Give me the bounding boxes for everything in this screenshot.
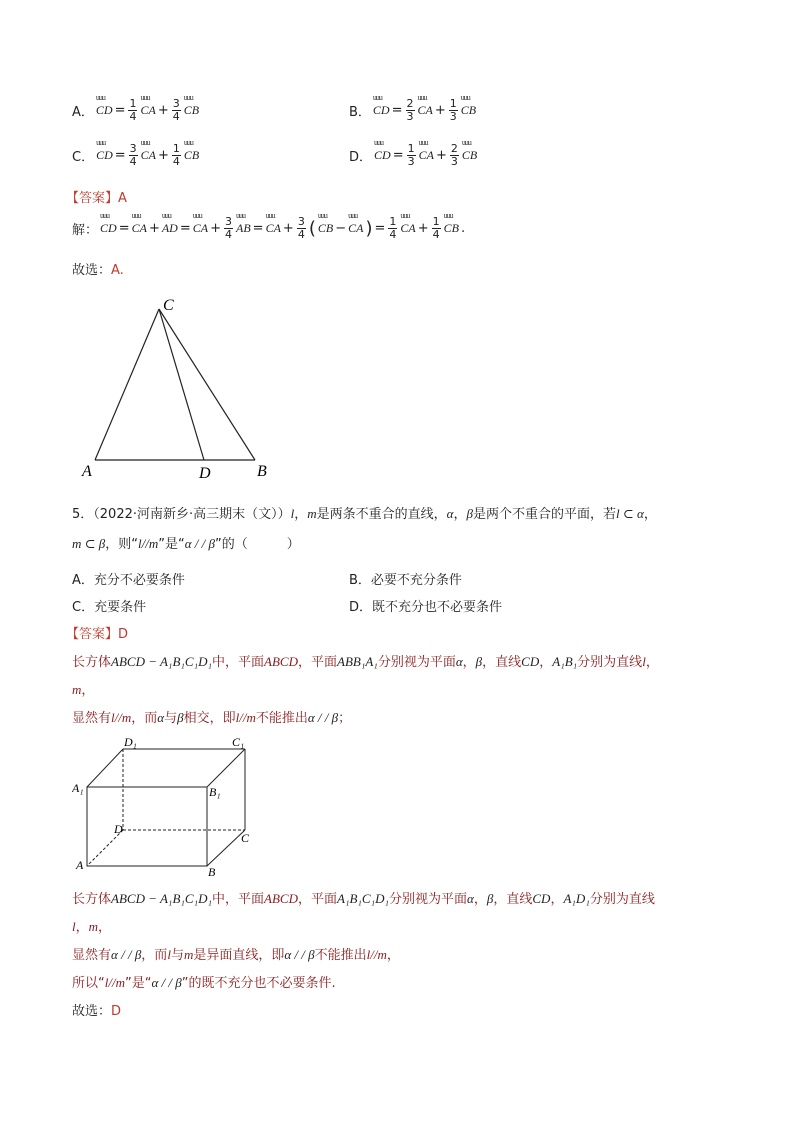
sol-text: 所以“ [72,976,105,991]
fraction-denominator: 4 [297,228,305,241]
sol-text: ，平面 [297,892,337,907]
label-b: B [208,865,216,876]
sol-text: 分别为直线 [577,655,643,670]
equals-sign: = [374,221,386,236]
fraction-numerator: 1 [407,142,415,155]
q5-line2 [72,533,300,552]
var-beta: β [475,654,483,669]
choose-value: A. [111,263,124,278]
q5-option-c: C．充要条件 [72,600,147,615]
solution-prefix: 解： [72,223,99,238]
comma: ， [386,948,400,963]
q5-sol-p5 [72,972,336,991]
comma: ， [81,683,95,698]
fraction [297,216,306,241]
option-c [72,143,199,168]
segment-cd [159,309,204,460]
label-c1: C₁ [232,736,245,749]
comma: ， [473,892,487,907]
vector-cb: uuu CB [462,148,477,163]
comma: ， [645,655,659,670]
expr-alpha-parallel-beta: α / / β [111,947,142,962]
expr-l-parallel-m: l//m [138,536,159,551]
fraction [450,143,459,168]
plus-sign: + [148,221,160,236]
var-beta: β [486,891,494,906]
var-m: m [307,506,317,521]
comma: ， [550,892,564,907]
expr-cd: CD [532,891,551,906]
q5-sol-p2 [72,707,351,726]
expr-a1b1: A₁B₁ [552,654,578,669]
expr-cuboid: ABCD − A₁B₁C₁D₁ [111,891,213,906]
comma: ， [462,655,476,670]
fraction-numerator: 2 [450,142,458,155]
plus-sign: + [435,148,447,163]
vector-cd: uuu CD [96,103,113,118]
var-alpha: α [467,891,474,906]
fraction-denominator: 4 [129,155,137,168]
var-alpha: α [157,710,165,725]
front-face [87,787,207,866]
vector-cb: uuu CB [444,221,459,236]
fraction [432,216,441,241]
q4-choose [72,259,124,278]
equals-sign: = [114,148,126,163]
sol-text: ”是“ [124,976,152,991]
label-a: A [82,463,92,480]
sol-text: 显然有 [72,948,112,963]
choose-value: D [111,1004,122,1019]
plus-sign: + [210,221,221,236]
plus-sign: + [158,148,169,163]
triangle-figure [80,292,280,484]
fraction [129,143,138,168]
sol-text: 相交，即 [183,711,236,726]
fraction [388,216,397,241]
sol-text: 与 [170,948,184,963]
choose-prefix: 故选： [72,263,112,278]
vector-cb: uuu CB [184,103,199,118]
var-alpha: α [446,506,454,521]
label-b1: B₁ [209,785,221,799]
sol-text: 与 [164,711,178,726]
q5-sol-p4 [72,944,400,963]
expr-l-parallel-m: l//m [235,710,256,725]
sol-text: ，而 [141,948,168,963]
expr-l-parallel-m: l//m [366,947,387,962]
vector-cd: uuu CD [374,148,391,163]
expr-a1b1c1d1: A₁B₁C₁D₁ [337,891,390,906]
var-alpha: α [455,654,463,669]
var-l: l [642,654,646,669]
plus-sign: + [434,103,446,118]
fraction-denominator: 4 [389,228,397,241]
vector-ca: uuu CA [400,221,415,236]
sol-text: 分别为直线 [589,892,655,907]
sol-text: ，而 [131,711,158,726]
fraction-numerator: 1 [172,142,180,155]
sol-text: 不能推出 [314,948,367,963]
fraction [449,98,458,123]
expr-l-parallel-m: l//m [111,710,132,725]
fraction [224,216,233,241]
sol-text: 显然有 [72,711,112,726]
fraction [128,98,137,123]
vector-ab: uuu AB [236,221,251,236]
var-m: m [183,947,194,962]
fraction-numerator: 3 [129,142,137,155]
fraction-denominator: 3 [406,110,414,123]
vector-ca: uuu CA [266,221,281,236]
expr-alpha-parallel-beta: α / / β [307,710,339,725]
equals-sign: = [252,221,264,236]
fraction-denominator: 4 [172,155,180,168]
vector-cd: uuu CD [96,148,113,163]
sol-text: 不能推出 [255,711,308,726]
fraction-numerator: 1 [449,97,457,110]
segment-ca [95,309,159,460]
q5-option-d: D．既不充分也不必要条件 [349,600,503,615]
edge-bc [207,830,245,866]
fraction-denominator: 3 [449,110,457,123]
sol-text: 是异面直线，即 [193,948,285,963]
fraction-numerator: 1 [432,215,440,228]
label-b: B [257,463,267,480]
q5-text: ，则“ [105,537,139,552]
expr-a1d1: A₁D₁ [563,891,590,906]
q5-line1 [72,503,742,522]
comma: ， [539,655,553,670]
sol-text: ，直线 [482,655,522,670]
equals-sign: = [392,148,404,163]
answer-value: D [118,627,129,642]
vector-cd: uuu CD [373,103,390,118]
equals-sign: = [179,221,191,236]
semicolon: ； [338,711,352,726]
fraction-denominator: 4 [172,110,180,123]
label-d1: D₁ [124,736,137,749]
sol-text: 中，平面 [212,892,265,907]
sol-text: ，直线 [493,892,533,907]
var-m: m [72,682,82,697]
sol-text: ，平面 [297,655,337,670]
label-d: D [199,465,211,482]
sol-text: 长方体 [72,892,112,907]
equals-sign: = [391,103,403,118]
comma: ， [75,920,89,935]
q5-sol-p3 [72,888,655,907]
q4-solution [72,216,465,241]
q5-answer [66,623,128,642]
sol-text: 中，平面 [212,655,265,670]
fraction [407,143,416,168]
vector-ca: uuu CA [140,103,155,118]
period: . [460,221,466,236]
vector-ad: uuu AD [162,221,178,236]
expr-abb1a1: ABB₁A₁ [337,654,378,669]
expr-cd: CD [521,654,540,669]
q5-choose [72,1000,121,1019]
cuboid-figure [72,736,262,876]
fraction-numerator: 3 [172,97,180,110]
expr-alpha-parallel-beta: α / / β [284,947,315,962]
q5-sol-p3-cont [72,916,111,935]
choose-prefix: 故选： [72,1004,112,1019]
q5-option-b: B．必要不充分条件 [349,573,462,588]
var-l: l [167,947,171,962]
edge-a1d1 [87,749,123,787]
vector-cb: uuu CB [184,148,199,163]
vector-ca: uuu CA [132,221,147,236]
vector-ca: uuu CA [141,148,156,163]
sol-text: 分别视为平面 [377,655,456,670]
label-a: A [76,858,84,872]
segment-cb [159,309,255,460]
option-d [349,143,477,168]
option-a [72,98,199,123]
comma: ， [453,507,467,522]
label-c: C [241,831,250,845]
var-l: l [290,506,295,521]
plus-sign: + [157,103,169,118]
q5-text: 是两条不重合的直线， [316,507,447,522]
q4-answer [66,187,127,206]
q5-sol-p1-cont [72,679,94,698]
var-m: m [88,919,99,934]
option-d-label: D． [349,150,373,165]
fraction [172,98,181,123]
label-c: C [163,297,174,314]
expr-alpha-parallel-beta: α / / β [184,536,216,551]
fraction-denominator: 4 [432,228,440,241]
fraction-numerator: 1 [389,215,397,228]
vector-ca: uuu CA [418,103,433,118]
q5-option-a: A．充分不必要条件 [72,573,185,588]
option-b [349,98,476,123]
vector-ca: uuu CA [348,221,363,236]
label-d: D [114,822,123,836]
sol-text: 长方体 [72,655,112,670]
fraction-denominator: 4 [225,228,232,241]
minus-sign: − [335,221,347,236]
label-a1: A₁ [72,781,84,795]
expr-l-parallel-m: l//m [104,975,125,990]
vector-ca: uuu CA [419,148,434,163]
plus-sign: + [417,221,429,236]
var-l: l [72,919,76,934]
sol-text: 分别视为平面 [389,892,468,907]
vector-cb: uuu CB [318,221,333,236]
fraction-numerator: 3 [225,215,232,228]
q5-text: 是两个不重合的平面，若 [473,507,617,522]
fraction [172,143,181,168]
comma: ， [98,920,112,935]
q5-header: 5．（2022·河南新乡·高三期末（文）） [72,507,291,522]
option-a-label: A． [72,105,94,120]
equals-sign: = [118,221,130,236]
fraction-numerator: 3 [297,215,305,228]
plus-sign: + [282,221,294,236]
expr-abcd: ABCD [264,654,298,669]
option-b-label: B． [349,105,371,120]
sol-text: ”的既不充分也不必要条件. [181,976,336,991]
answer-bracket: 【答案】 [66,191,119,206]
fraction-numerator: 2 [406,97,414,110]
expr-alpha-parallel-beta: α / / β [151,975,182,990]
answer-bracket: 【答案】 [66,627,119,642]
edge-b1c1 [207,749,245,787]
fraction [406,98,415,123]
fraction-numerator: 1 [129,97,137,110]
equals-sign: = [114,103,126,118]
q5-sol-p1 [72,651,659,670]
answer-value: A [118,191,127,206]
expr-l-in-alpha: l ⊂ α [616,506,644,521]
q5-text: ”是“ [158,537,185,552]
option-c-label: C． [72,150,95,165]
expr-cuboid: ABCD − A₁B₁C₁D₁ [111,654,213,669]
fraction-denominator: 4 [129,110,137,123]
fraction-denominator: 3 [450,155,458,168]
var-beta: β [466,506,473,521]
left-paren: ( [308,218,316,239]
comma: ， [294,507,308,522]
vector-cb: uuu CB [461,103,476,118]
vector-cd: uuu CD [100,221,117,236]
right-paren: ) [365,218,373,239]
var-beta: β [177,710,184,725]
expr-abcd: ABCD [264,891,298,906]
comma: ， [643,507,657,522]
vector-ca: uuu CA [193,221,208,236]
expr-m-in-beta: m ⊂ β [72,536,106,551]
q5-text: ”的（ ） [215,537,300,552]
fraction-denominator: 3 [407,155,415,168]
